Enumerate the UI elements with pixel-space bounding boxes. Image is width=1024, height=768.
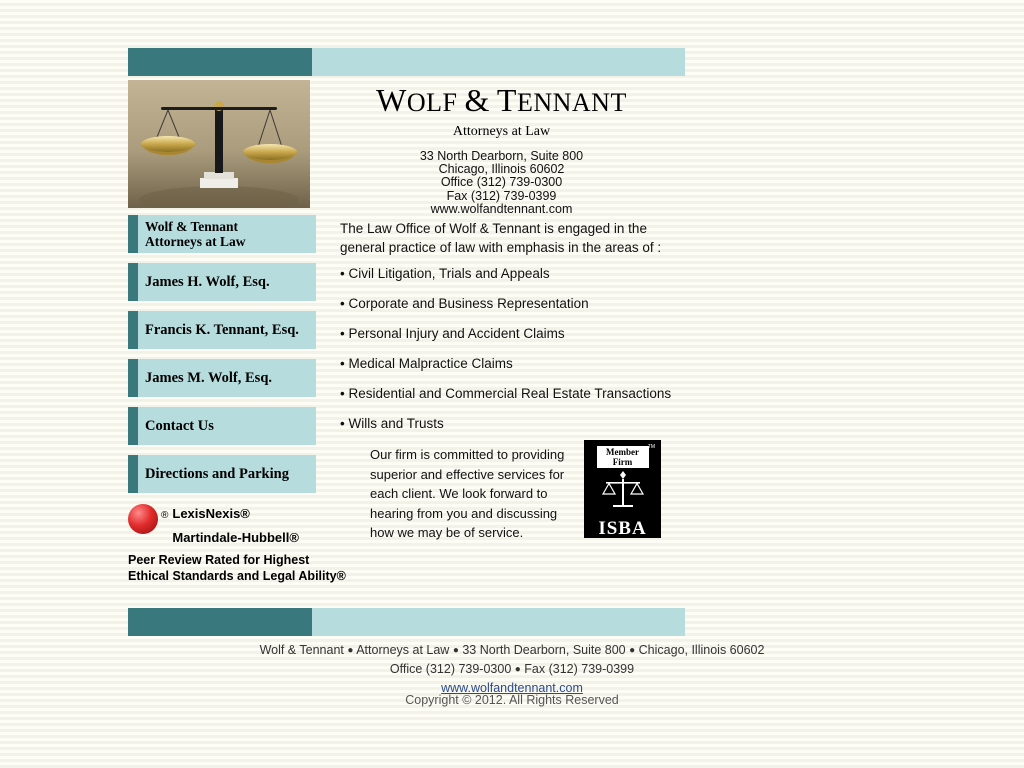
footer-tagline: Attorneys at Law [356,643,450,657]
practice-areas-list [340,266,700,446]
sidebar-item-home-line2: Attorneys at Law [145,234,246,249]
list-item: • Wills and Trusts [340,416,444,431]
sidebar-item-francis-k-tennant[interactable] [128,311,316,349]
office-phone: Office (312) 739-0300 [440,175,563,190]
sidebar-item-francis-k-tennant-label: Francis K. Tennant, Esq. [145,321,299,338]
website-text: www.wolfandtennant.com [430,202,573,217]
intro-paragraph: The Law Office of Wolf & Tennant is engaged in the general practice of law with emphasis in the areas of : [340,221,662,255]
list-item: • Personal Injury and Accident Claims [340,326,565,341]
list-item: • Civil Litigation, Trials and Appeals [340,266,550,281]
sidebar-item-james-h-wolf[interactable] [128,263,316,301]
bullet-separator-icon: ● [629,645,636,656]
firm-address-block [318,149,685,216]
lexisnexis-names [172,500,299,550]
isba-firm-word: Firm [612,457,633,467]
sidebar-item-directions-label: Directions and Parking [145,465,289,482]
bottom-decorative-bar [128,608,685,636]
footer-street: 33 North Dearborn, Suite 800 [462,643,626,657]
sidebar-nav [128,215,316,503]
lexisnexis-rating-block [128,500,358,550]
top-bar-light-segment [312,48,685,76]
sidebar-item-james-m-wolf[interactable] [128,359,316,397]
peer-review-rating-text [128,552,428,584]
address-line-2: Chicago, Illinois 60602 [438,161,565,176]
bullet-separator-icon: ● [452,645,459,656]
sidebar-item-home-label [128,219,246,249]
footer-city: Chicago, Illinois 60602 [638,643,765,657]
bottom-bar-light-segment [312,608,685,636]
top-bar-dark-segment [128,48,312,76]
lexisnexis-label: LexisNexis® [172,506,250,521]
registered-mark: ® [161,510,169,521]
sidebar-item-directions-and-parking[interactable] [128,455,316,493]
bullet-separator-icon: ● [347,645,354,656]
footer-line-2 [0,660,1024,679]
sidebar-item-home[interactable] [128,215,316,253]
bottom-bar-dark-segment [128,608,312,636]
balance-scales-photo [128,80,310,208]
footer-website-link[interactable]: www.wolfandtennant.com [441,681,583,695]
copyright-text: Copyright © 2012. All Rights Reserved [405,693,619,707]
address-line-1: 33 North Dearborn, Suite 800 [419,148,584,163]
scales-emblem-icon [600,470,646,517]
firm-tagline: Attorneys at Law [452,124,551,139]
footer-office-phone: Office (312) 739-0300 [389,662,512,676]
footer-line-1 [0,641,1024,660]
fax-number: Fax (312) 739-0399 [446,188,557,203]
bullet-separator-icon: ● [514,664,521,675]
list-item: • Medical Malpractice Claims [340,356,513,371]
list-item: • Corporate and Business Representation [340,296,589,311]
sidebar-item-contact-us[interactable] [128,407,316,445]
commitment-paragraph: Our firm is committed to providing superior and effective services for each client. We look forward to hearing from you and discussing how we may be of service. [370,447,565,540]
top-decorative-bar [128,48,685,76]
trademark-symbol: TM [647,444,655,450]
list-item: • Residential and Commercial Real Estate Transactions [340,386,672,401]
sidebar-item-contact-us-label: Contact Us [145,417,214,434]
sidebar-item-home-line1: Wolf & Tennant [145,219,239,234]
peer-review-line2: Ethical Standards and Legal Ability® [128,569,346,583]
sidebar-item-james-m-wolf-label: James M. Wolf, Esq. [145,369,273,386]
footer [0,641,1024,697]
footer-firm-name: Wolf & Tennant [259,643,344,657]
isba-member-word: Member [606,447,639,457]
peer-review-line1: Peer Review Rated for Highest [128,553,310,567]
firm-header [318,82,685,216]
martindale-hubbell-label: Martindale-Hubbell® [172,530,299,545]
isba-member-firm-label [597,446,649,468]
isba-organization-name: ISBA [598,518,647,539]
sidebar-item-james-h-wolf-label: James H. Wolf, Esq. [145,273,270,290]
isba-member-firm-badge [584,440,661,538]
firm-name: WOLF & TENNANT [376,82,627,118]
footer-fax: Fax (312) 739-0399 [524,662,635,676]
lexisnexis-sphere-icon [128,504,158,534]
